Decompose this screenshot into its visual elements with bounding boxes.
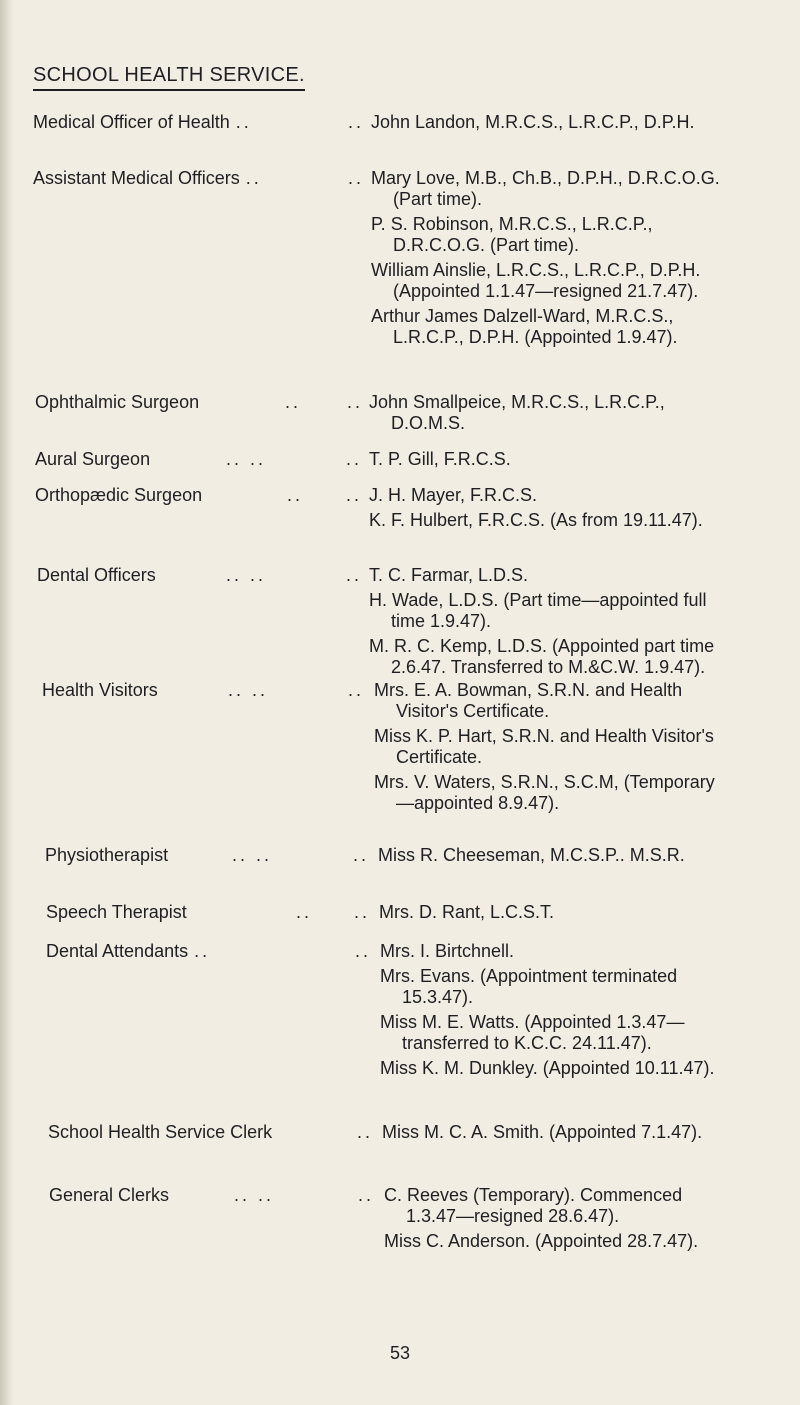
role-leader-dots: .. (285, 392, 302, 412)
role-leader-dots: .. .. (232, 845, 273, 865)
staff-name: Miss K. P. Hart, S.R.N. and Health Visitor's Certificate. (374, 726, 714, 767)
role-label: Speech Therapist (46, 902, 187, 922)
leader-dots: .. (347, 392, 364, 412)
role-leader-dots: .. .. (226, 565, 267, 585)
staff-name: Mrs. V. Waters, S.R.N., S.C.M, (Temporary—appointed 8.9.47). (374, 772, 715, 813)
staff-name: William Ainslie, L.R.C.S., L.R.C.P., D.P.H. (Appointed 1.1.47—resigned 21.7.47). (371, 260, 701, 301)
staff-name: John Landon, M.R.C.S., L.R.C.P., D.P.H. (371, 112, 695, 132)
staff-names (369, 449, 719, 474)
leader-dots: .. (357, 1122, 374, 1142)
leader-dots: .. (346, 485, 363, 505)
leader-dots: .. (358, 1185, 375, 1205)
staff-name: T. P. Gill, F.R.C.S. (369, 449, 511, 469)
leader-dots: .. (348, 680, 365, 700)
role-label: Medical Officer of Health (33, 112, 230, 132)
role-label: General Clerks (49, 1185, 170, 1205)
leader-dots: .. (354, 902, 371, 922)
staff-names (369, 565, 719, 682)
leader-dots: .. (348, 112, 365, 132)
leader-dots: .. (348, 168, 365, 188)
staff-name: Miss M. E. Watts. (Appointed 1.3.47—transferred to K.C.C. 24.11.47). (380, 1012, 685, 1053)
staff-names (382, 1122, 732, 1147)
staff-name: Miss K. M. Dunkley. (Appointed 10.11.47). (380, 1058, 715, 1078)
staff-name: T. C. Farmar, L.D.S. (369, 565, 529, 585)
role-leader-dots: .. (296, 902, 313, 922)
staff-name: Mrs. E. A. Bowman, S.R.N. and Health Visitor's Certificate. (374, 680, 683, 721)
staff-names (369, 392, 719, 438)
staff-name: Arthur James Dalzell-Ward, M.R.C.S., L.R.C.P., D.P.H. (Appointed 1.9.47). (371, 306, 678, 347)
staff-names (374, 680, 724, 818)
role-label: Ophthalmic Surgeon (35, 392, 200, 412)
staff-name: M. R. C. Kemp, L.D.S. (Appointed part time 2.6.47. Transferred to M.&C.W. 1.9.47). (369, 636, 715, 677)
role-leader-dots: .. (194, 941, 211, 961)
staff-name: Miss C. Anderson. (Appointed 28.7.47). (384, 1231, 699, 1251)
staff-name: John Smallpeice, M.R.C.S., L.R.C.P., D.O.M.S. (369, 392, 665, 433)
role-leader-dots: .. .. (226, 449, 267, 469)
role-label: Dental Attendants (46, 941, 189, 961)
role-label: Health Visitors (42, 680, 158, 700)
staff-names (379, 902, 729, 927)
staff-name: Mrs. Evans. (Appointment terminated 15.3.47). (380, 966, 678, 1007)
role-label: Assistant Medical Officers (33, 168, 240, 188)
staff-names (371, 112, 721, 137)
staff-name: Mrs. D. Rant, L.C.S.T. (379, 902, 555, 922)
leader-dots: .. (346, 565, 363, 585)
role-label: Orthopædic Surgeon (35, 485, 203, 505)
section-heading: SCHOOL HEALTH SERVICE. (33, 64, 305, 91)
role-leader-dots: .. (235, 112, 252, 132)
staff-name: H. Wade, L.D.S. (Part time—appointed full time 1.9.47). (369, 590, 707, 631)
staff-names (369, 485, 719, 535)
staff-name: Mary Love, M.B., Ch.B., D.P.H., D.R.C.O.G. (Part time). (371, 168, 720, 209)
staff-name: Mrs. I. Birtchnell. (380, 941, 515, 961)
staff-name: K. F. Hulbert, F.R.C.S. (As from 19.11.47). (369, 510, 703, 530)
staff-name: P. S. Robinson, M.R.C.S., L.R.C.P., D.R.C.O.G. (Part time). (371, 214, 653, 255)
staff-names (378, 845, 728, 870)
leader-dots: .. (355, 941, 372, 961)
staff-names (380, 941, 730, 1083)
role-label: School Health Service Clerk (48, 1122, 273, 1142)
leader-dots: .. (353, 845, 370, 865)
role-leader-dots: .. .. (234, 1185, 275, 1205)
role-leader-dots: .. (245, 168, 262, 188)
role-leader-dots: .. (287, 485, 304, 505)
leader-dots: .. (346, 449, 363, 469)
staff-name: J. H. Mayer, F.R.C.S. (369, 485, 538, 505)
role-leader-dots: .. .. (228, 680, 269, 700)
staff-names (384, 1185, 734, 1256)
role-label: Aural Surgeon (35, 449, 151, 469)
staff-names (371, 168, 721, 352)
page-edge-shadow (0, 0, 14, 1405)
role-label: Dental Officers (37, 565, 156, 585)
staff-name: Miss R. Cheeseman, M.C.S.P.. M.S.R. (378, 845, 685, 865)
staff-name: C. Reeves (Temporary). Commenced 1.3.47—resigned 28.6.47). (384, 1185, 683, 1226)
role-label: Physiotherapist (45, 845, 169, 865)
staff-name: Miss M. C. A. Smith. (Appointed 7.1.47). (382, 1122, 703, 1142)
page-number: 53 (390, 1343, 411, 1363)
